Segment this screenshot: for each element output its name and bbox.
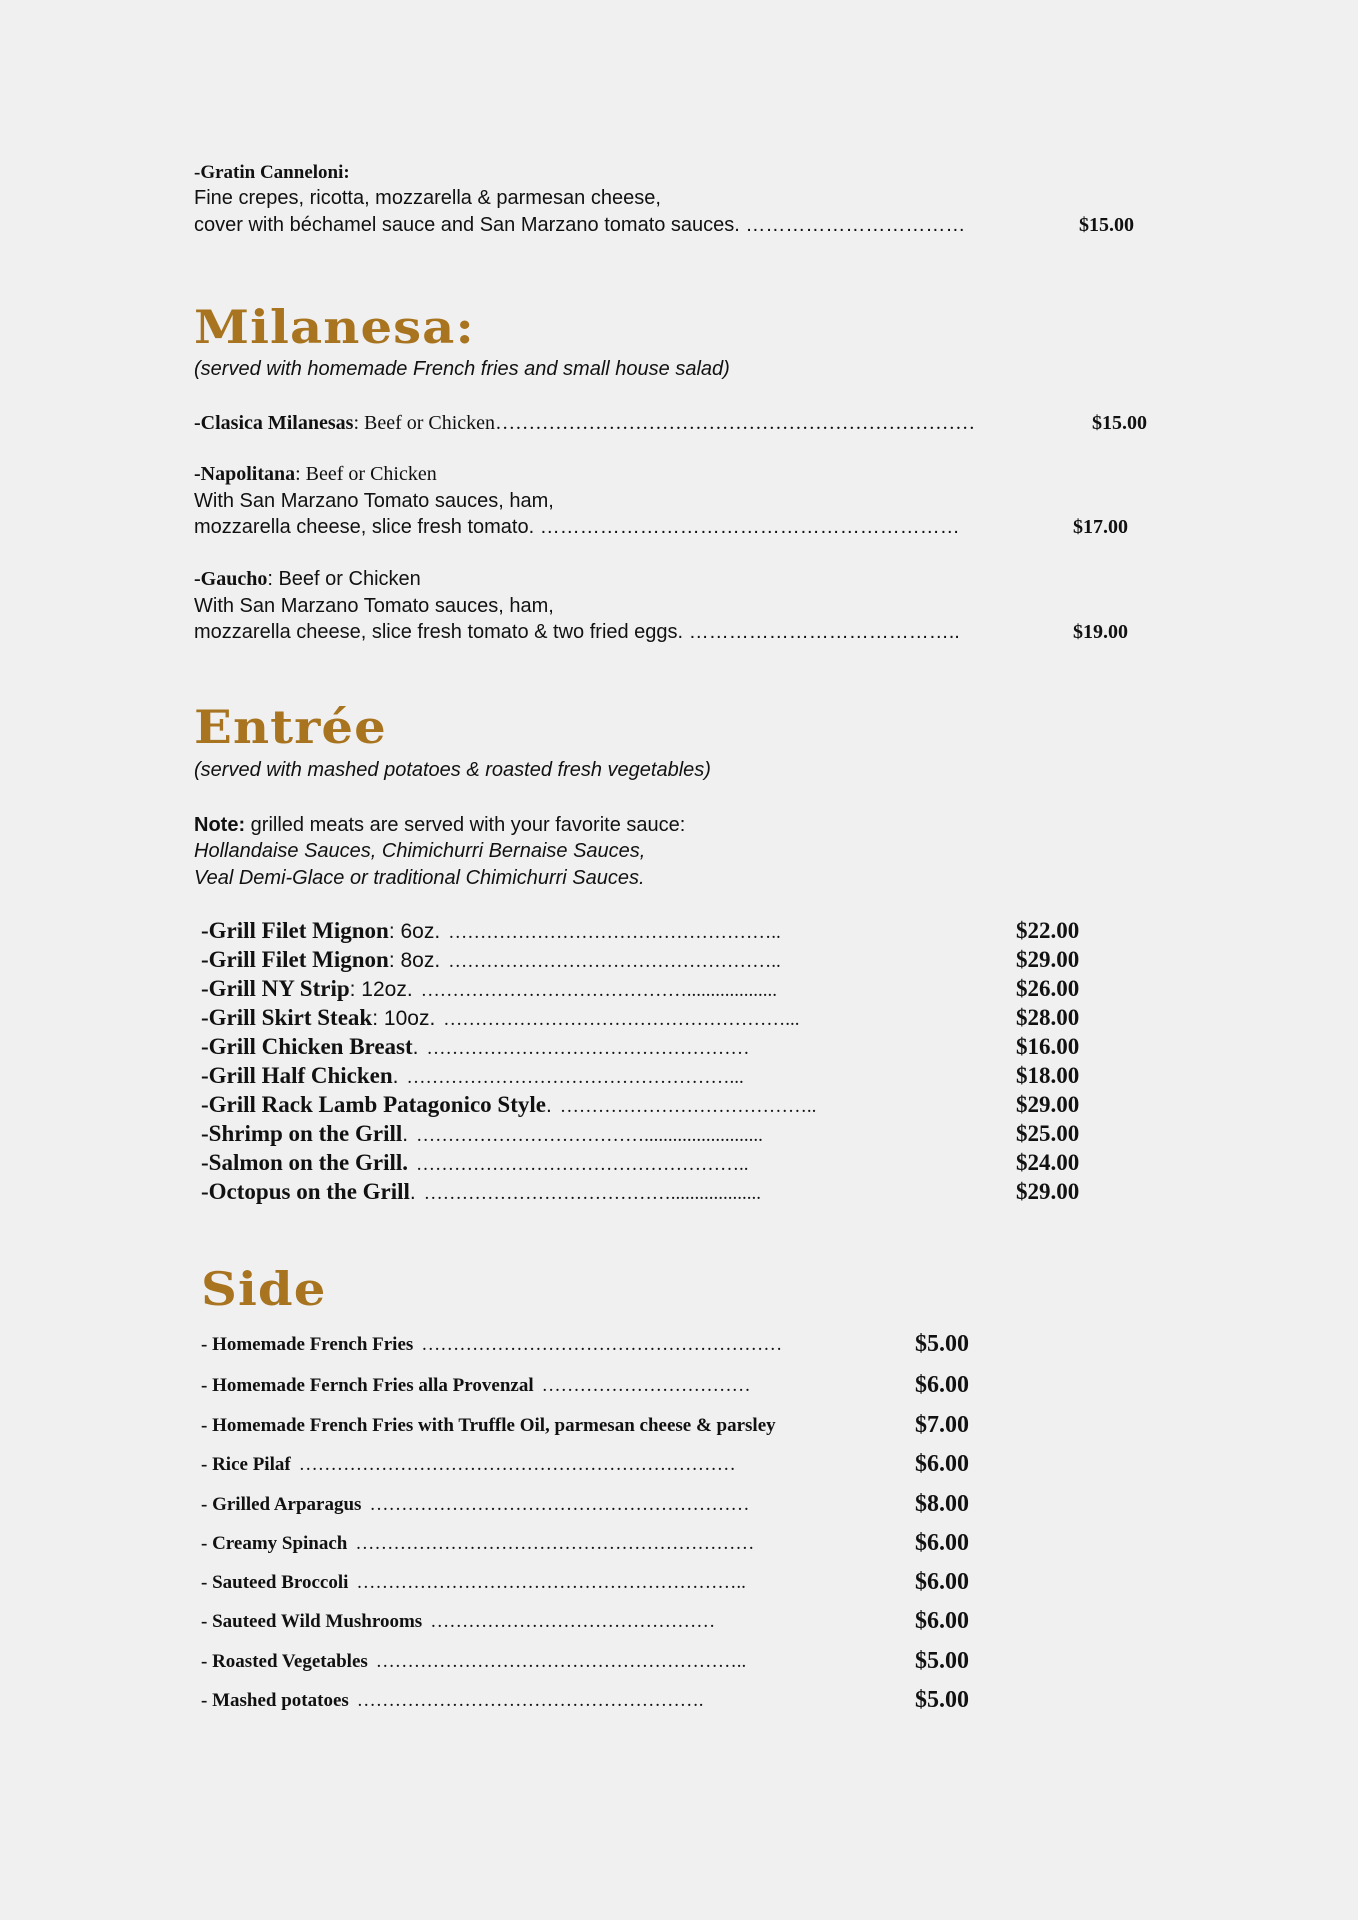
napolitana-dots: ……………………………………………………… bbox=[539, 516, 960, 538]
side-item-name: - Homemade French Fries with Truffle Oil, parmesan cheese & parsley bbox=[201, 1415, 776, 1436]
gaucho-price: $19.00 bbox=[1073, 621, 1128, 643]
napolitana-desc-line1: With San Marzano Tomato sauces, ham, bbox=[194, 490, 554, 512]
note-sauces-line2: Veal Demi-Glace or traditional Chimichurri Sauces. bbox=[194, 867, 645, 889]
side-item-price: $5.00 bbox=[915, 1648, 969, 1674]
side-item-dots: ………………………………………………….. bbox=[375, 1651, 747, 1672]
entree-item-name: -Grill Half Chicken bbox=[201, 1063, 393, 1088]
entree-item-detail: : 12oz. bbox=[349, 978, 413, 1001]
side-item-price: $6.00 bbox=[915, 1569, 969, 1595]
entree-item-detail: : 6oz. bbox=[388, 920, 441, 943]
napolitana-price: $17.00 bbox=[1073, 516, 1128, 538]
side-item-name: - Mashed potatoes bbox=[201, 1690, 349, 1711]
side-item-name: - Homemade Fernch Fries alla Provenzal bbox=[201, 1375, 534, 1396]
milanesa-subtitle: (served with homemade French fries and small house salad) bbox=[194, 358, 730, 380]
entree-item-name: -Grill Filet Mignon bbox=[201, 947, 389, 972]
note-label: Note: bbox=[194, 814, 246, 836]
side-item-name: - Roasted Vegetables bbox=[201, 1651, 368, 1672]
side-item-name: - Rice Pilaf bbox=[201, 1454, 291, 1475]
entree-item-price: $25.00 bbox=[1016, 1121, 1080, 1146]
side-item-dots: …………………………………………………… bbox=[369, 1494, 750, 1515]
note-sauces-line1: Hollandaise Sauces, Chimichurri Bernaise Sauces, bbox=[194, 840, 646, 862]
side-item-dots: ………………………………………………… bbox=[421, 1334, 783, 1355]
side-item-dots: ……………………………………………………… bbox=[355, 1533, 755, 1554]
entree-item-dots: …………………………………………….. bbox=[448, 951, 781, 972]
entree-item bbox=[201, 1034, 750, 1060]
side-heading: Side bbox=[201, 1262, 327, 1316]
side-item-price: $6.00 bbox=[915, 1372, 969, 1398]
entree-item-name: -Grill Chicken Breast bbox=[201, 1034, 413, 1059]
milanesa-heading: Milanesa: bbox=[194, 300, 475, 354]
napolitana-name: -Napolitana bbox=[194, 463, 296, 485]
entree-item-price: $28.00 bbox=[1016, 1005, 1080, 1030]
side-item bbox=[201, 1494, 749, 1516]
entree-item-name: -Grill NY Strip bbox=[201, 976, 350, 1001]
side-item-price: $6.00 bbox=[915, 1608, 969, 1634]
entree-subtitle: (served with mashed potatoes & roasted fresh vegetables) bbox=[194, 759, 711, 781]
napolitana-desc-line2-text: mozzarella cheese, slice fresh tomato. bbox=[194, 516, 535, 538]
clasica-dots: ……………………………………………………………… bbox=[495, 412, 976, 434]
entree-item-dots: …………………………………………….. bbox=[416, 1154, 749, 1175]
note-text: grilled meats are served with your favorite sauce: bbox=[245, 814, 686, 836]
gratin-title: -Gratin Canneloni: bbox=[194, 162, 350, 183]
entree-item-detail: . bbox=[392, 1065, 399, 1088]
side-item-name: - Sauteed Broccoli bbox=[201, 1572, 349, 1593]
entree-item bbox=[201, 918, 781, 944]
side-item-dots: ……………………………………… bbox=[430, 1611, 716, 1632]
gaucho-desc-line2-text: mozzarella cheese, slice fresh tomato & two fried eggs. bbox=[194, 621, 684, 643]
gratin-dots: …………………………… bbox=[745, 214, 966, 236]
gaucho-title bbox=[194, 568, 421, 591]
side-item bbox=[201, 1454, 736, 1476]
gaucho-dots: ………………………………….. bbox=[688, 621, 960, 643]
side-item bbox=[201, 1611, 715, 1633]
gaucho-option: : Beef or Chicken bbox=[267, 568, 421, 590]
side-item-name: - Sauteed Wild Mushrooms bbox=[201, 1611, 423, 1632]
clasica-name: -Clasica Milanesas bbox=[194, 412, 354, 434]
side-item-price: $8.00 bbox=[915, 1491, 969, 1517]
entree-item-name: -Grill Skirt Steak bbox=[201, 1005, 373, 1030]
entree-item-detail: : 10oz. bbox=[372, 1007, 436, 1030]
entree-item-detail: . bbox=[409, 1181, 416, 1204]
entree-item bbox=[201, 1150, 749, 1176]
side-item bbox=[201, 1533, 754, 1555]
side-item bbox=[201, 1690, 704, 1712]
napolitana-option: : Beef or Chicken bbox=[295, 463, 437, 485]
entree-item-dots: …………………………………................... bbox=[423, 1183, 762, 1204]
side-item bbox=[201, 1415, 784, 1437]
entree-item-price: $24.00 bbox=[1016, 1150, 1080, 1175]
side-item bbox=[201, 1651, 746, 1673]
side-item bbox=[201, 1375, 751, 1397]
entree-item bbox=[201, 1005, 800, 1031]
clasica-price: $15.00 bbox=[1092, 412, 1147, 434]
entree-item-price: $29.00 bbox=[1016, 947, 1080, 972]
side-item-price: $7.00 bbox=[915, 1412, 969, 1438]
gratin-desc-line2-text: cover with béchamel sauce and San Marzano tomato sauces. bbox=[194, 214, 740, 236]
clasica-item bbox=[194, 412, 975, 435]
napolitana-desc-line2 bbox=[194, 516, 960, 539]
side-item bbox=[201, 1334, 782, 1356]
side-item-price: $6.00 bbox=[915, 1530, 969, 1556]
side-item-price: $6.00 bbox=[915, 1451, 969, 1477]
entree-heading: Entrée bbox=[194, 700, 387, 754]
entree-item-name: -Grill Filet Mignon bbox=[201, 918, 389, 943]
entree-item-price: $26.00 bbox=[1016, 976, 1080, 1001]
side-item-dots: …………………………… bbox=[541, 1375, 751, 1396]
entree-item bbox=[201, 1063, 744, 1089]
entree-item bbox=[201, 1092, 816, 1118]
entree-item-price: $22.00 bbox=[1016, 918, 1080, 943]
entree-note bbox=[194, 814, 685, 837]
entree-item bbox=[201, 1179, 761, 1205]
entree-item-detail: : 8oz. bbox=[388, 949, 441, 972]
gaucho-desc-line2 bbox=[194, 621, 960, 644]
entree-item-dots: ……………………………………………... bbox=[406, 1067, 744, 1088]
gratin-desc-line2 bbox=[194, 214, 965, 237]
side-item-name: - Creamy Spinach bbox=[201, 1533, 348, 1554]
entree-item-dots: ………………………………......................... bbox=[416, 1125, 763, 1146]
entree-item-price: $18.00 bbox=[1016, 1063, 1080, 1088]
entree-item-detail: . bbox=[402, 1123, 409, 1146]
gratin-desc-line1: Fine crepes, ricotta, mozzarella & parmesan cheese, bbox=[194, 187, 661, 209]
entree-item-dots: ………………………………….. bbox=[559, 1096, 817, 1117]
gaucho-name: -Gaucho bbox=[194, 568, 268, 590]
entree-item-price: $29.00 bbox=[1016, 1179, 1080, 1204]
entree-item bbox=[201, 976, 777, 1002]
side-item-dots: ………………………………………………. bbox=[356, 1690, 704, 1711]
side-item-price: $5.00 bbox=[915, 1331, 969, 1357]
gratin-price: $15.00 bbox=[1079, 214, 1134, 236]
entree-item-detail: . bbox=[545, 1094, 552, 1117]
side-item-name: - Grilled Arparagus bbox=[201, 1494, 362, 1515]
entree-item-name: -Grill Rack Lamb Patagonico Style bbox=[201, 1092, 546, 1117]
side-item bbox=[201, 1572, 746, 1594]
side-item-dots: …………………………………………………….. bbox=[356, 1572, 746, 1593]
side-item-name: - Homemade French Fries bbox=[201, 1334, 414, 1355]
entree-item bbox=[201, 947, 781, 973]
side-item-dots: …………………………………………………………… bbox=[298, 1454, 736, 1475]
entree-item-detail: . bbox=[412, 1036, 419, 1059]
entree-item-dots: ………………………………………………... bbox=[443, 1009, 800, 1030]
entree-item-price: $16.00 bbox=[1016, 1034, 1080, 1059]
entree-item-name: -Shrimp on the Grill bbox=[201, 1121, 403, 1146]
entree-item bbox=[201, 1121, 763, 1147]
entree-item-name: -Octopus on the Grill bbox=[201, 1179, 410, 1204]
entree-item-name: -Salmon on the Grill. bbox=[201, 1150, 409, 1175]
side-item-price: $5.00 bbox=[915, 1687, 969, 1713]
entree-item-dots: ……………………………………................... bbox=[420, 980, 777, 1001]
entree-item-dots: …………………………………………… bbox=[426, 1038, 750, 1059]
napolitana-title bbox=[194, 463, 437, 486]
entree-item-dots: …………………………………………….. bbox=[448, 922, 781, 943]
gaucho-desc-line1: With San Marzano Tomato sauces, ham, bbox=[194, 595, 554, 617]
clasica-option: : Beef or Chicken bbox=[353, 412, 496, 434]
entree-item-price: $29.00 bbox=[1016, 1092, 1080, 1117]
